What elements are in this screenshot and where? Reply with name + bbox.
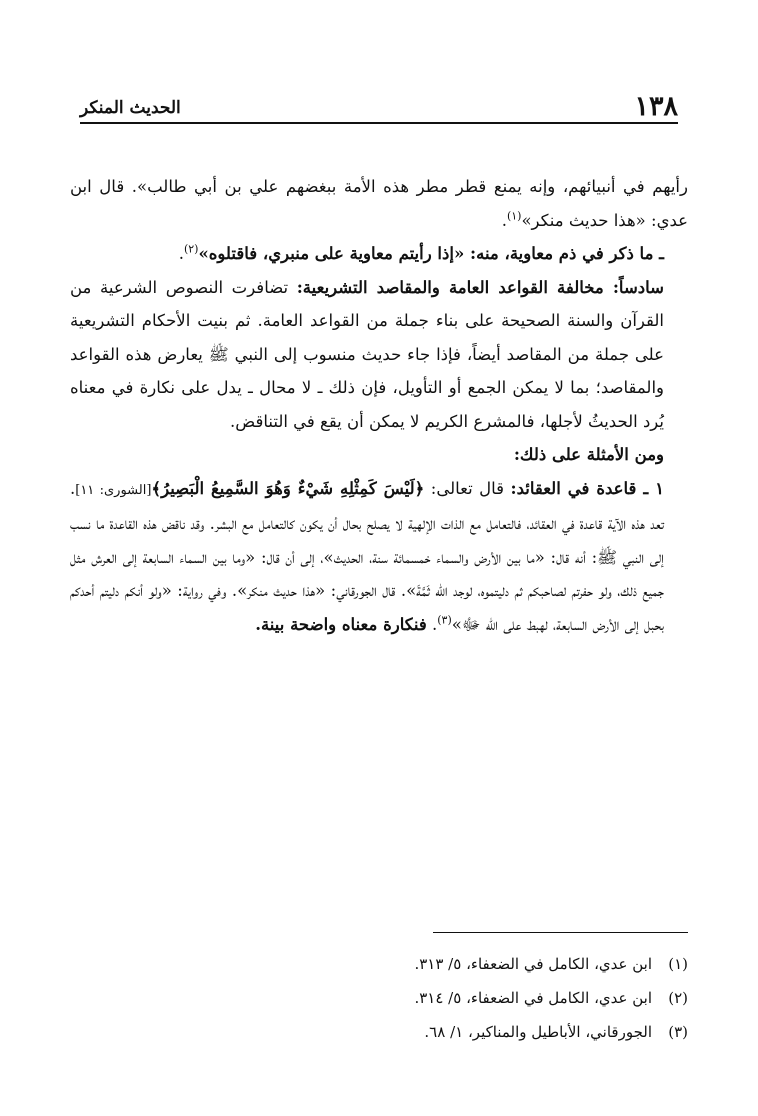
header-rule [80, 122, 678, 124]
paragraph-5-text: . تعد هذه الآية قاعدة في العقائد، فالتعامل مع الذات الإلهية لا يصلح بحال أن يكون كالتعامل مع البشر. وقد ناقض هذه القاعدة ما نسب إلى النبي ﷺ: أنه قال: «ما بين الأرض والسماء خمسمائة سنة، الحديث»، إلى أن قال: «وما بين السماء السابعة إلى العرش مثل جميع ذلك، ولو حفرتم لصاحبكم ثم دليتموه، لوجد الله ثَمَّةَ». قال الجورقاني: «هذا حديث منكر». وفي رواية: «ولو أنكم دليتم أحدكم بحبل إلى الأرض السابعة، لهبط على الله ﷻ» [70, 478, 664, 634]
section-heading-6: سادساً: مخالفة القواعد العامة والمقاصد التشريعية: [296, 277, 664, 297]
subsection-heading-1: ١ ـ قاعدة في العقائد: [510, 478, 664, 498]
footnote-text: الجورقاني، الأباطيل والمناكير، ١/ ٦٨. [424, 1023, 652, 1041]
footnote-text: ابن عدي، الكامل في الضعفاء، ٥/ ٣١٤. [414, 989, 652, 1007]
paragraph-5: ١ ـ قاعدة في العقائد: قال تعالى: ﴿لَيْسَ كَمِثْلِهِ شَيْءٌ وَهُوَ السَّمِيعُ الْبَصِيرُ﴾[الشورى: ١١]. تعد هذه الآية قاعدة في العقائد، فالتعامل مع الذات الإلهية لا يصلح بحال أن يكون كالتعامل مع البشر. وقد ناقض هذه القاعدة ما نسب إلى النبي ﷺ: أنه قال: «ما بين الأرض والسماء خمسمائة سنة، الحديث»، إلى أن قال: «وما بين السماء السابعة إلى العرش مثل جميع ذلك، ولو حفرتم لصاحبكم ثم دليتموه، لوجد الله ثَمَّةَ». قال الجورقاني: «هذا حديث منكر». وفي رواية: «ولو أنكم دليتم أحدكم بحبل إلى الأرض السابعة، لهبط على الله ﷻ»$^{(٣)}$. فنكارة معناه واضحة بينة. [70, 478, 664, 634]
running-head [80, 70, 678, 120]
running-title: الحديث المنكر [80, 98, 181, 118]
footnote-text: ابن عدي، الكامل في الضعفاء، ٥/ ٣١٣. [414, 955, 652, 973]
footnote-ref-3[interactable]: (٣) [437, 613, 452, 626]
paragraph-1: رأيهم في أنبيائهم، وإنه يمنع قطر مطر هذه الأمة ببغضهم علي بن أبي طالب». قال ابن عدي: «هذا حديث منكر»$^{(١)}$. [70, 177, 688, 230]
footnotes [70, 947, 688, 1049]
paragraph-2: ـ ما ذكر في ذم معاوية، منه: «إذا رأيتم معاوية على منبري، فاقتلوه»$^{(٢)}$. [178, 242, 664, 263]
quran-verse: ﴿لَيْسَ كَمِثْلِهِ شَيْءٌ وَهُوَ السَّمِيعُ الْبَصِيرُ﴾ [151, 478, 425, 498]
paragraph-3-text: تضافرت النصوص الشرعية من القرآن والسنة الصحيحة على بناء جملة من القواعد العامة. ثم بنيت الأحكام التشريعية على جملة من المقاصد أيضاً، فإذا جاء حديث منسوب إلى النبي ﷺ يعارض هذه القواعد والمقاصد؛ بما لا يمكن الجمع أو التأويل، فإن ذلك ـ لا محال ـ يدل على نكارة في معناه يُرد الحديثُ لأجلها، فالمشرع الكريم لا يمكن أن يقع في التناقض. [70, 277, 664, 431]
conclusion-text: فنكارة معناه واضحة بينة. [255, 614, 427, 634]
footnote-ref-2[interactable]: (٢) [183, 242, 199, 256]
page-number: ١٣٨ [634, 91, 678, 122]
body-text [70, 170, 688, 641]
paragraph-3 [70, 271, 688, 439]
footnote [70, 947, 688, 981]
paragraph-2-text: ـ ما ذكر في ذم معاوية، منه: «إذا رأيتم معاوية على منبري، فاقتلوه» [198, 244, 664, 263]
examples-heading: ومن الأمثلة على ذلك: [513, 445, 664, 464]
footnote-number: (١) [668, 955, 688, 973]
footnote [70, 1015, 688, 1049]
footnote-ref-1[interactable]: (١) [506, 209, 522, 222]
verse-citation: [الشورى: ١١] [75, 482, 152, 498]
footnote-rule [433, 932, 688, 933]
paragraph-1-text: رأيهم في أنبيائهم، وإنه يمنع قطر مطر هذه الأمة ببغضهم علي بن أبي طالب». قال ابن عدي: «هذا حديث منكر» [70, 177, 688, 230]
footnote-number: (٣) [668, 1023, 688, 1041]
footnote [70, 981, 688, 1015]
footnote-number: (٢) [668, 989, 688, 1007]
